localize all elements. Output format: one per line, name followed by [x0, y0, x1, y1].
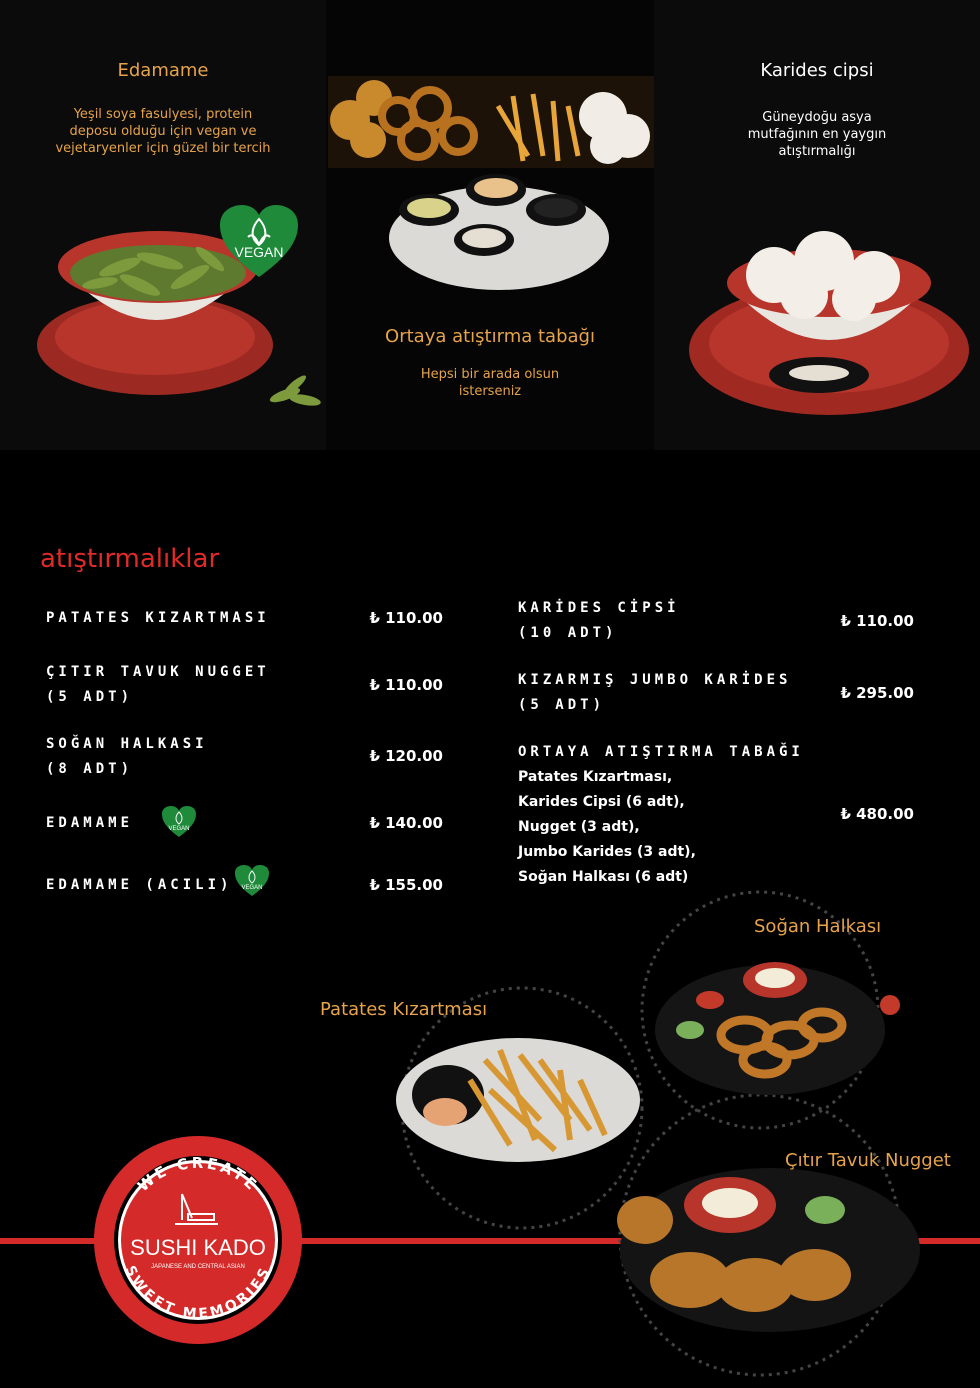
- fried-platter-image: [328, 76, 654, 168]
- logo-top-text: WE CREATE: [134, 1153, 263, 1196]
- feature-edamame-title: Edamame: [117, 60, 209, 81]
- logo-tagline: JAPANESE AND CENTRAL ASIAN: [151, 1264, 245, 1270]
- section-title: atıştırmalıklar: [40, 544, 220, 574]
- prawn-cracker-bowl-image: [684, 225, 974, 425]
- price-edamame-acili: ₺ 155.00: [369, 876, 443, 894]
- price-nugget: ₺ 110.00: [369, 676, 443, 694]
- menu-item-karides-cipsi: KARİDES CİPSİ (10 ADT): [518, 600, 680, 641]
- price-ortaya-tabagi: ₺ 480.00: [840, 805, 914, 823]
- onion-rings-plate: [655, 962, 900, 1095]
- caption-nugget: Çıtır Tavuk Nugget: [785, 1150, 951, 1171]
- featured-panel: [0, 0, 980, 450]
- fries-plate: [396, 1038, 640, 1162]
- price-patates: ₺ 110.00: [369, 609, 443, 627]
- price-karides-cipsi: ₺ 110.00: [840, 612, 914, 630]
- price-sogan: ₺ 120.00: [369, 747, 443, 765]
- price-edamame: ₺ 140.00: [369, 814, 443, 832]
- svg-text:VEGAN: VEGAN: [168, 826, 190, 832]
- feature-ortaya-desc: Hepsi bir arada olsun isterseniz: [420, 367, 560, 399]
- feature-karides-title: Karides cipsi: [760, 60, 874, 81]
- feature-karides-desc: Güneydoğu asya mutfağının en yaygın atıştırmalığı: [747, 110, 887, 159]
- menu-item-patates: PATATES KIZARTMASI: [46, 610, 270, 626]
- menu-item-jumbo-karides: KIZARMIŞ JUMBO KARİDES (5 ADT): [518, 672, 792, 713]
- logo-bottom-text: SWEET MEMORIES: [121, 1263, 275, 1323]
- sushi-kado-logo: [90, 1132, 306, 1348]
- caption-patates: Patates Kızartması: [320, 999, 488, 1020]
- price-jumbo-karides: ₺ 295.00: [840, 684, 914, 702]
- menu-item-sogan: SOĞAN HALKASI (8 ADT): [46, 736, 208, 777]
- photo-collage: [390, 890, 980, 1388]
- menu-item-nugget: ÇITIR TAVUK NUGGET (5 ADT): [46, 664, 270, 705]
- vegan-heart-badge: [218, 203, 300, 281]
- feature-karides: [654, 0, 980, 450]
- vegan-icon: [161, 805, 197, 839]
- logo-brand: SUSHI KADO: [130, 1235, 266, 1260]
- menu-item-edamame: EDAMAME: [46, 815, 134, 831]
- sauce-plate-image: [384, 168, 614, 293]
- vegan-heart-label: VEGAN: [234, 244, 284, 260]
- menu-item-edamame-acili: EDAMAME (ACILI): [46, 877, 233, 893]
- feature-edamame: [0, 0, 326, 450]
- svg-text:VEGAN: VEGAN: [241, 885, 263, 891]
- menu-item-ortaya-tabagi: ORTAYA ATIŞTIRMA TABAĞI Patates Kızartması, Karides Cipsi (6 adt), Nugget (3 adt), Jumbo Karides (3 adt), Soğan Halkası (6 adt): [518, 744, 804, 885]
- feature-ortaya: [326, 0, 654, 450]
- nugget-plate: [617, 1168, 920, 1332]
- caption-sogan-halkasi: Soğan Halkası: [754, 916, 882, 937]
- feature-edamame-desc: Yeşil soya fasulyesi, protein deposu olduğu için vegan ve vejetaryenler için güzel bir tercih: [55, 107, 271, 156]
- feature-ortaya-title: Ortaya atıştırma tabağı: [385, 326, 595, 347]
- vegan-icon: [234, 864, 270, 898]
